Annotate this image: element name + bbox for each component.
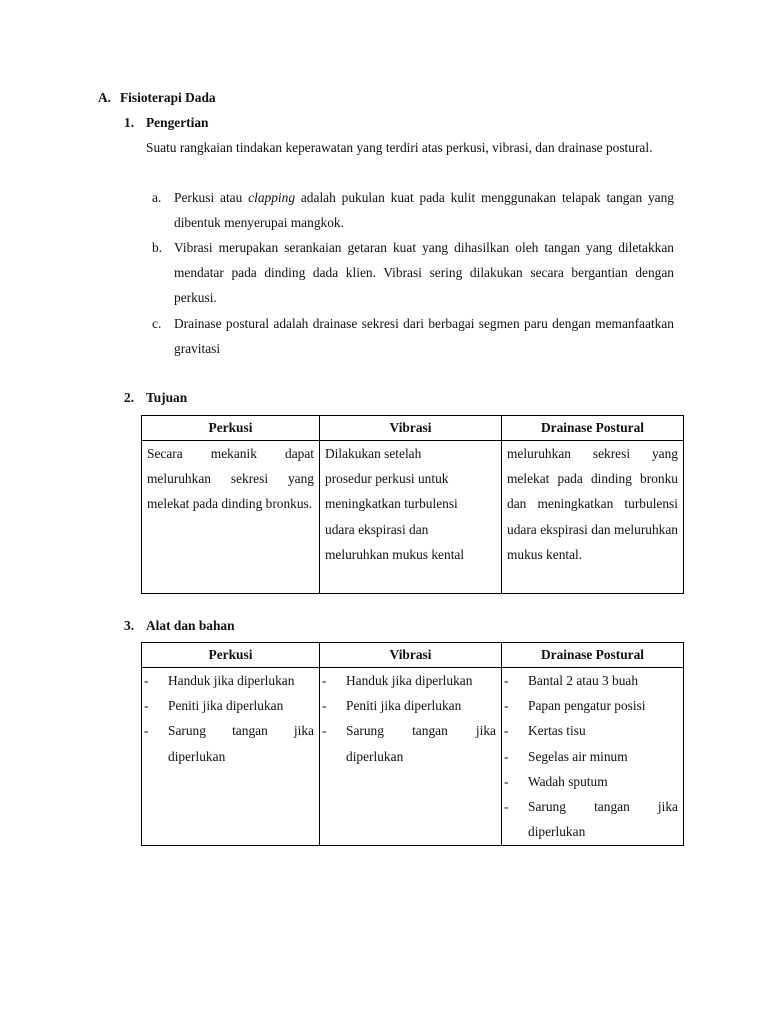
table-header-cell: Vibrasi <box>320 643 502 668</box>
dash-marker: - <box>322 673 327 688</box>
item-text: Sarung tangan jika diperlukan <box>346 723 496 764</box>
subsection-marker: 2. <box>124 390 135 405</box>
item-text: Wadah sputum <box>528 773 608 789</box>
item-text: Peniti jika diperlukan <box>346 698 462 714</box>
table-header-cell: Drainase Postural <box>502 643 684 668</box>
item-text: Sarung tangan jika diperlukan <box>528 799 678 840</box>
section-marker: A. <box>98 90 112 105</box>
item-text: Bantal 2 atau 3 buah <box>528 673 639 688</box>
list-item <box>504 769 678 794</box>
list-item <box>322 668 496 693</box>
subsection-marker: 3. <box>124 618 135 633</box>
list-item <box>144 718 314 768</box>
list-marker: a. <box>152 190 162 205</box>
table-cell-perkusi <box>142 668 320 846</box>
table-header-cell: Drainase Postural <box>502 416 684 441</box>
section-heading <box>98 85 216 110</box>
cell-line: udara ekspirasi dan <box>325 521 429 537</box>
item-text: Sarung tangan jika diperlukan <box>168 723 314 764</box>
list-item <box>144 693 314 718</box>
item-text: Kertas tisu <box>528 723 586 739</box>
list-item <box>504 693 678 718</box>
table-row <box>142 668 684 846</box>
table-cell-drainase: meluruhkan sekresi yang melekat pada dinding bronku dan meningkatkan turbulensi udara ekspirasi dan meluruhkan mukus kental. <box>502 441 684 594</box>
cell-line: meningkatkan turbulensi <box>325 496 458 512</box>
table-cell-vibrasi <box>320 668 502 846</box>
table-row <box>142 441 684 594</box>
subsection-title: Tujuan <box>146 390 188 405</box>
table-cell-perkusi: Secara mekanik dapat meluruhkan sekresi yang melekat pada dinding bronkus. <box>142 441 320 594</box>
list-item <box>144 668 314 693</box>
table-header-row <box>142 643 684 668</box>
dash-marker: - <box>504 723 509 739</box>
dash-marker: - <box>504 748 509 764</box>
section-title: Fisioterapi Dada <box>120 90 216 105</box>
dash-marker: - <box>504 673 509 688</box>
table-cell-drainase <box>502 668 684 846</box>
dash-marker: - <box>322 698 327 714</box>
subsection-alat-heading <box>124 613 235 638</box>
list-marker: c. <box>152 316 162 331</box>
dash-marker: - <box>144 673 149 688</box>
list-item-text: Vibrasi merupakan serankaian getaran kuat yang dihasilkan oleh tangan yang diletakkan mendatar pada dinding dada klien. Vibrasi sering dilakukan secara bergantian dengan perkusi. <box>174 240 674 306</box>
subsection-marker: 1. <box>124 115 135 130</box>
table-header-cell: Vibrasi <box>320 416 502 441</box>
list-item <box>504 744 678 769</box>
dash-marker: - <box>322 723 327 739</box>
table-header-cell: Perkusi <box>142 416 320 441</box>
dash-marker: - <box>504 799 509 815</box>
item-text: Segelas air minum <box>528 748 628 764</box>
subsection-tujuan-heading <box>124 385 188 410</box>
dash-marker: - <box>144 698 149 714</box>
list-item <box>504 668 678 693</box>
list-item <box>322 718 496 768</box>
list-item <box>504 794 678 844</box>
list-item-text: Drainase postural adalah drainase sekresi dari berbagai segmen paru dengan memanfaatkan gravitasi <box>174 316 674 357</box>
cell-line: Dilakukan setelah <box>325 446 422 461</box>
dash-marker: - <box>504 698 509 714</box>
italic-term: clapping <box>248 190 296 205</box>
pengertian-intro: Suatu rangkaian tindakan keperawatan yang terdiri atas perkusi, vibrasi, dan drainase postural. <box>146 140 653 155</box>
item-text: Peniti jika diperlukan <box>168 698 284 714</box>
list-item <box>322 693 496 718</box>
cell-line: meluruhkan mukus kental <box>325 546 465 562</box>
table-header-cell: Perkusi <box>142 643 320 668</box>
table-cell-vibrasi <box>320 441 502 594</box>
list-item <box>504 718 678 743</box>
cell-line: prosedur perkusi untuk <box>325 471 449 487</box>
list-marker: b. <box>152 240 163 255</box>
item-text: Papan pengatur posisi <box>528 698 646 714</box>
list-item-text <box>174 185 674 235</box>
item-text: Handuk jika diperlukan <box>346 673 473 688</box>
text-run: Perkusi atau <box>174 190 249 205</box>
alat-table <box>141 642 684 846</box>
item-text: Handuk jika diperlukan <box>168 673 295 688</box>
table-header-row <box>142 416 684 441</box>
dash-marker: - <box>504 773 509 789</box>
text-run: adalah pukulan kuat pada kulit menggunakan telapak tangan yang dibentuk menyerupai mangkok. <box>174 190 675 231</box>
subsection-pengertian-heading <box>124 110 209 135</box>
subsection-title: Alat dan bahan <box>146 618 235 633</box>
dash-marker: - <box>144 723 149 739</box>
subsection-title: Pengertian <box>146 115 209 130</box>
tujuan-table <box>141 415 684 594</box>
